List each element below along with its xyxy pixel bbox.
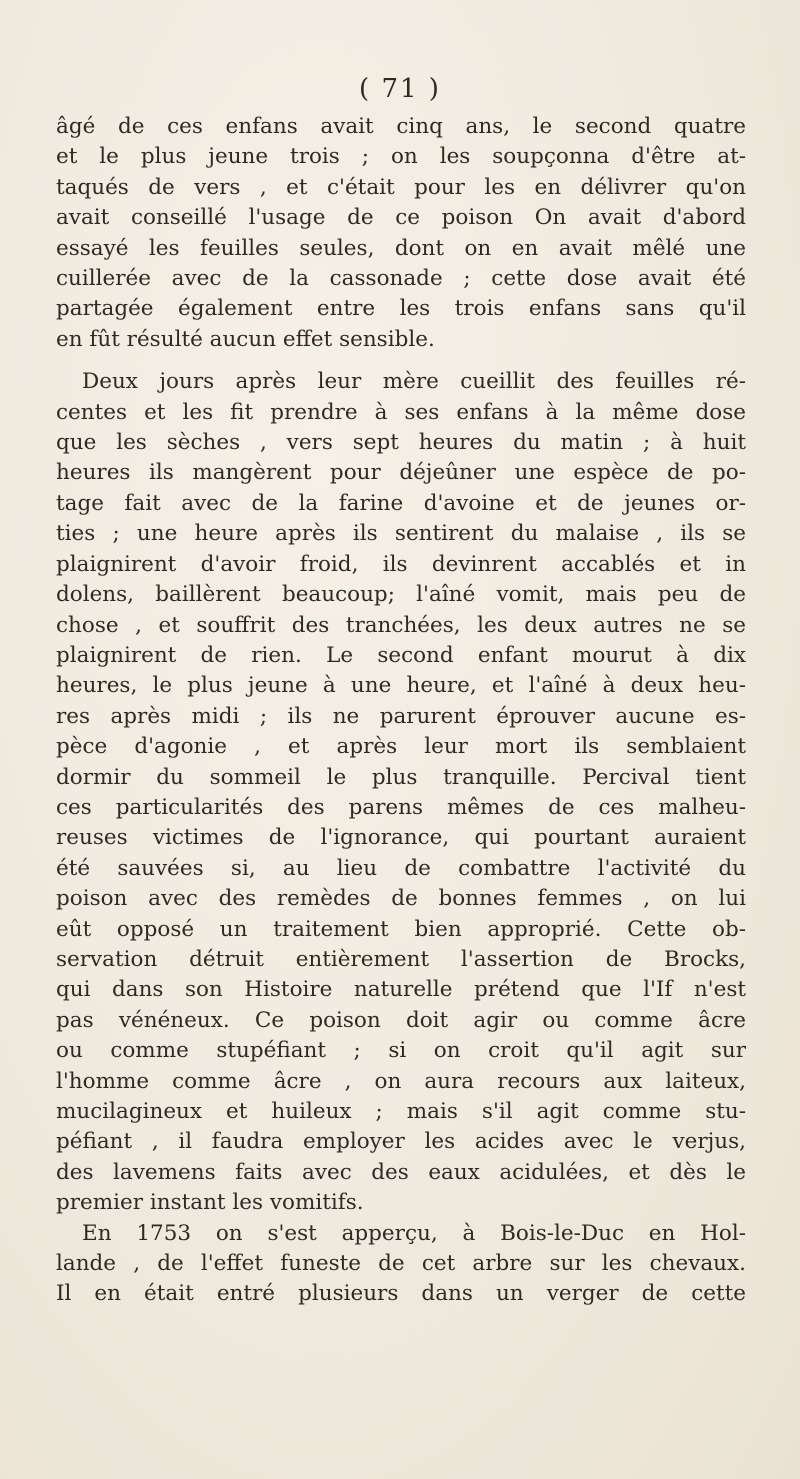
text-line: mucilagineux et huileux ; mais s'il agit comme stu- [56, 1099, 746, 1124]
text-line: taqués de vers , et c'était pour les en délivrer qu'on [56, 174, 746, 200]
text-line: pas vénéneux. Ce poison doit agir ou comme âcre [56, 1007, 746, 1033]
text-line: servation détruit entièrement l'assertion de Brocks, [56, 946, 746, 972]
text-line: en fût résulté aucun effet sensible. [56, 326, 435, 352]
text-line: eût opposé un traitement bien approprié. Cette ob- [56, 916, 746, 942]
text-line: tage fait avec de la farine d'avoine et de jeunes or- [56, 490, 746, 516]
paragraph-2 [56, 367, 746, 1218]
text-line: reuses victimes de l'ignorance, qui pourtant auraient [56, 825, 746, 851]
text-line: En 1753 on s'est apperçu, à Bois-le-Duc en Hol- [82, 1220, 746, 1246]
text-line: chose , et souffrit des tranchées, les deux autres ne se [56, 612, 746, 638]
text-line: plaignirent d'avoir froid, ils devinrent accablés et in [56, 551, 746, 577]
text-line: Deux jours après leur mère cueillit des feuilles ré- [82, 369, 746, 395]
text-line: et le plus jeune trois ; on les soupçonna d'être at- [56, 144, 746, 170]
text-line: res après midi ; ils ne parurent éprouver aucune es- [56, 703, 746, 729]
text-line: été sauvées si, au lieu de combattre l'activité du [56, 855, 746, 881]
text-line: pèce d'agonie , et après leur mort ils semblaient [56, 734, 746, 760]
text-line: essayé les feuilles seules, dont on en avait mêlé une [56, 235, 746, 261]
text-line: ties ; une heure après ils sentirent du malaise , ils se [56, 521, 746, 547]
text-line: que les sèches , vers sept heures du matin ; à huit [56, 430, 746, 456]
text-line: dolens, baillèrent beaucoup; l'aîné vomit, mais peu de [56, 582, 746, 608]
text-line: premier instant les vomitifs. [56, 1190, 364, 1216]
text-line: dormir du sommeil le plus tranquille. Percival tient [56, 764, 746, 790]
paragraph-3 [56, 1219, 746, 1310]
page-number: ( 71 ) [359, 74, 441, 104]
paragraph-1 [56, 112, 746, 355]
text-line: ou comme stupéfiant ; si on croit qu'il agit sur [56, 1038, 746, 1064]
text-line: partagée également entre les trois enfans sans qu'il [56, 296, 746, 322]
text-line: poison avec des remèdes de bonnes femmes , on lui [56, 886, 746, 912]
text-line: heures ils mangèrent pour déjeûner une espèce de po- [56, 460, 746, 486]
text-line: lande , de l'effet funeste de cet arbre sur les chevaux. [56, 1251, 746, 1277]
text-line: âgé de ces enfans avait cinq ans, le second quatre [56, 114, 746, 139]
text-line: des lavemens faits avec des eaux acidulées, et dès le [56, 1159, 746, 1185]
text-line: Il en était entré plusieurs dans un verger de cette [56, 1281, 746, 1307]
text-line: plaignirent de rien. Le second enfant mourut à dix [56, 642, 746, 668]
text-line: ces particularités des parens mêmes de ces malheu- [56, 794, 746, 820]
text-line: l'homme comme âcre , on aura recours aux laiteux, [56, 1068, 746, 1094]
text-line: centes et les fit prendre à ses enfans à la même dose [56, 399, 746, 425]
body-text [56, 112, 746, 1310]
text-line: qui dans son Histoire naturelle prétend que l'If n'est [56, 977, 746, 1003]
text-line: péfiant , il faudra employer les acides avec le verjus, [56, 1129, 746, 1155]
text-line: avait conseillé l'usage de ce poison On avait d'abord [56, 205, 746, 231]
text-line: heures, le plus jeune à une heure, et l'aîné à deux heu- [56, 673, 746, 699]
text-line: cuillerée avec de la cassonade ; cette dose avait été [56, 266, 746, 292]
